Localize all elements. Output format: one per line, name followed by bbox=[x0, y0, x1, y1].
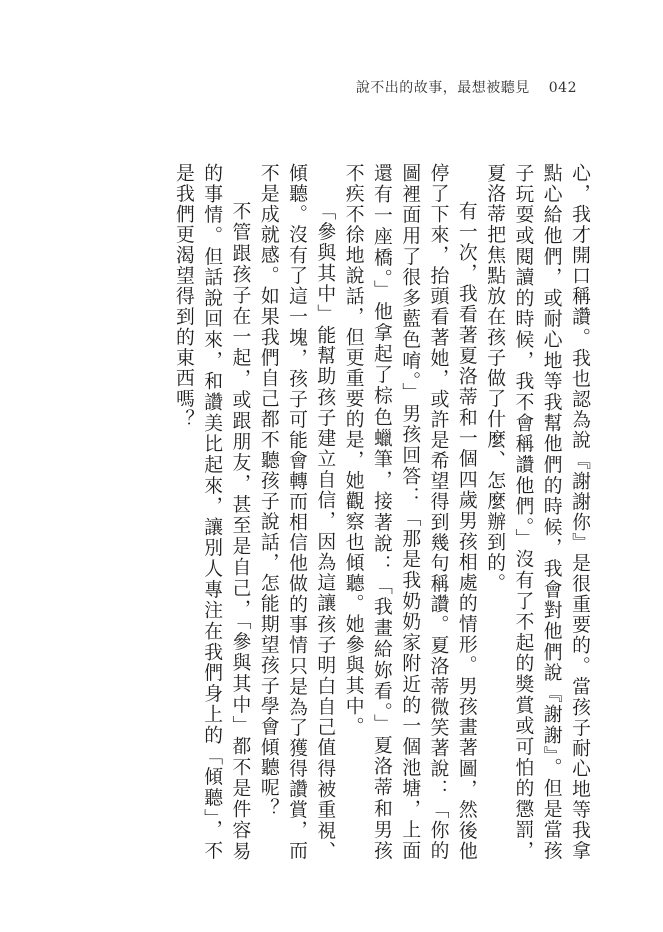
paragraph-3: 「參與其中」能幫助孩子建立自信，因為這讓孩子明白自己值得被重視、傾聽。沒有了這一塊，孩子可能會轉而相信他做的事情只是為了獲得讚賞，而不是成就感。如果我們自己都不聽孩子說話，怎能期望孩子學會傾聽呢？ bbox=[257, 163, 336, 861]
page-number: 042 bbox=[548, 80, 577, 96]
paragraph-1: 心，我才開口稱讚。我也認為說『謝謝你』是很重要的。當孩子耐心地等我拿點心給他們，或耐心地等我幫他們的時候，我會對他們說『謝謝』。但是當孩子玩耍或閱讀的時候，我不會稱讚他們。」沒有了不起的獎賞或可怕的懲罰，夏洛蒂把焦點放在孩子做了什麼、怎麼辦到的。 bbox=[484, 163, 590, 861]
running-title: 說不出的故事，最想被聽見 bbox=[355, 80, 530, 96]
running-header bbox=[356, 77, 577, 97]
paragraph-4: 不管跟孩子在一起，或跟朋友，甚至是自己，「參與其中」都不是件容易的事情。但話說回來，和讚美比起來，讓別人專注在我們身上的「傾聽」，不是我們更渴望得到的東西嗎？ bbox=[172, 163, 251, 861]
paragraph-2: 有一次，我看著夏洛蒂和一個四歲男孩相處的情形。男孩畫著圖，然後他停了下來，抬頭看著她，或許是希望得到幾句稱讚。夏洛蒂微笑著說：「你的圖裡面用了很多藍色唷。」男孩回答：「那是我奶奶家附近的一個池塘，上面還有一座橋。」他拿起了棕色蠟筆，接著說：「我畫給妳看。」夏洛蒂和男孩不疾不徐地說話，但更重要的是，她觀察也傾聽。她參與其中。 bbox=[342, 163, 477, 861]
body-text bbox=[140, 163, 593, 861]
